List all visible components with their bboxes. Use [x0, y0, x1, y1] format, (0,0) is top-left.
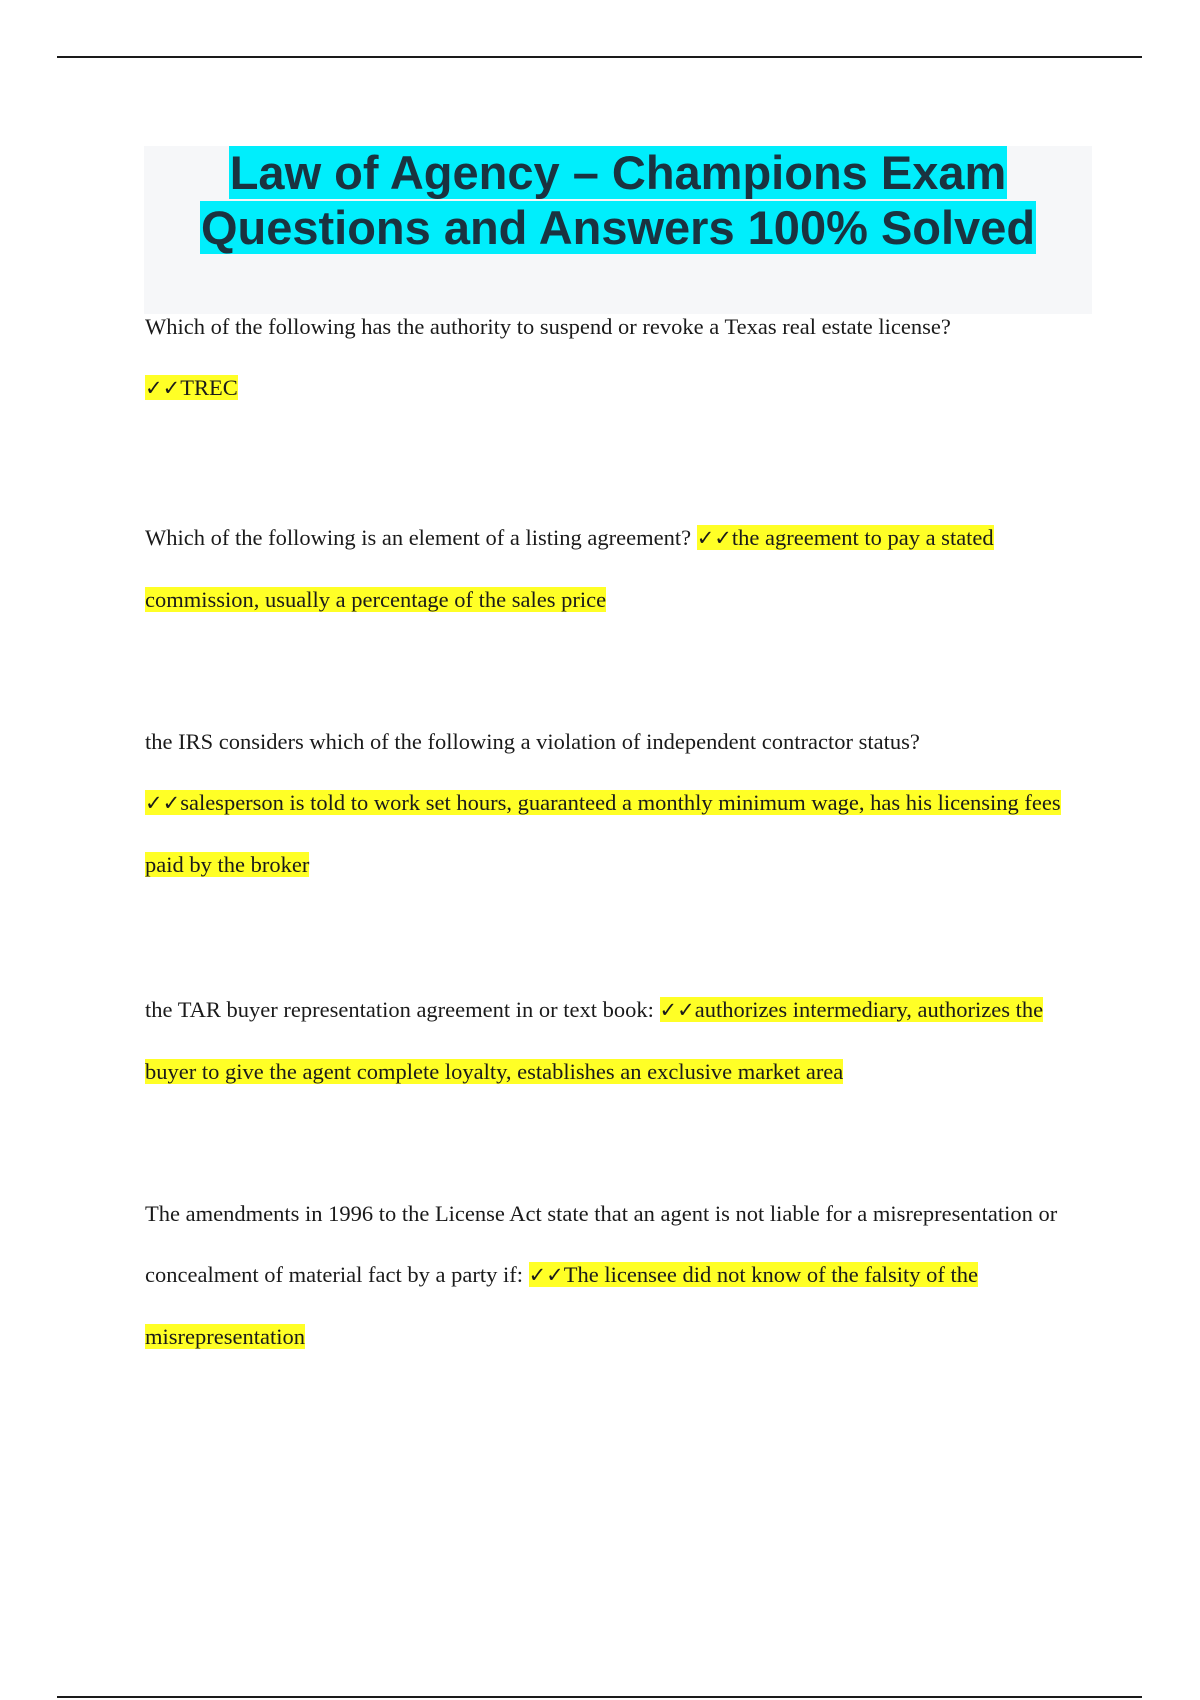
answer-2-text: the agreement to pay a stated commission, usually a percentage of the sales price [145, 525, 994, 612]
answer-3 [145, 790, 1061, 877]
bottom-rule [57, 1696, 1142, 1698]
question-3: the IRS considers which of the following a violation of independent contractor status? [145, 729, 920, 754]
answer-4-text: authorizes intermediary, authorizes the buyer to give the agent complete loyalty, establishes an exclusive market area [145, 997, 1044, 1084]
document-title-text: Law of Agency – Champions Exam Questions and Answers 100% Solved [200, 146, 1036, 254]
question-2: Which of the following is an element of a listing agreement? [145, 525, 692, 550]
qa-item-3 [145, 711, 1090, 895]
qa-item-5 [145, 1183, 1090, 1367]
qa-item-2 [145, 507, 1090, 630]
question-1: Which of the following has the authority to suspend or revoke a Texas real estate license? [145, 314, 951, 339]
answer-5-text: The licensee did not know of the falsity of the misrepresentation [145, 1262, 979, 1349]
top-rule [57, 56, 1142, 58]
check-icon: ✓✓ [696, 526, 732, 550]
check-icon: ✓✓ [145, 376, 181, 400]
check-icon: ✓✓ [659, 998, 695, 1022]
answer-3-text: salesperson is told to work set hours, guaranteed a monthly minimum wage, has his licensing fees paid by the broker [145, 790, 1061, 877]
answer-1 [145, 375, 238, 400]
check-icon: ✓✓ [145, 791, 181, 815]
qa-item-1 [145, 296, 1090, 419]
question-5: The amendments in 1996 to the License Act state that an agent is not liable for a misrepresentation or concealment of material fact by a party if: [145, 1201, 1058, 1287]
check-icon: ✓✓ [528, 1263, 564, 1287]
question-4: the TAR buyer representation agreement in or text book: [145, 997, 654, 1022]
qa-item-4 [145, 979, 1090, 1102]
answer-1-text: TREC [180, 375, 238, 400]
document-title [144, 145, 1092, 255]
